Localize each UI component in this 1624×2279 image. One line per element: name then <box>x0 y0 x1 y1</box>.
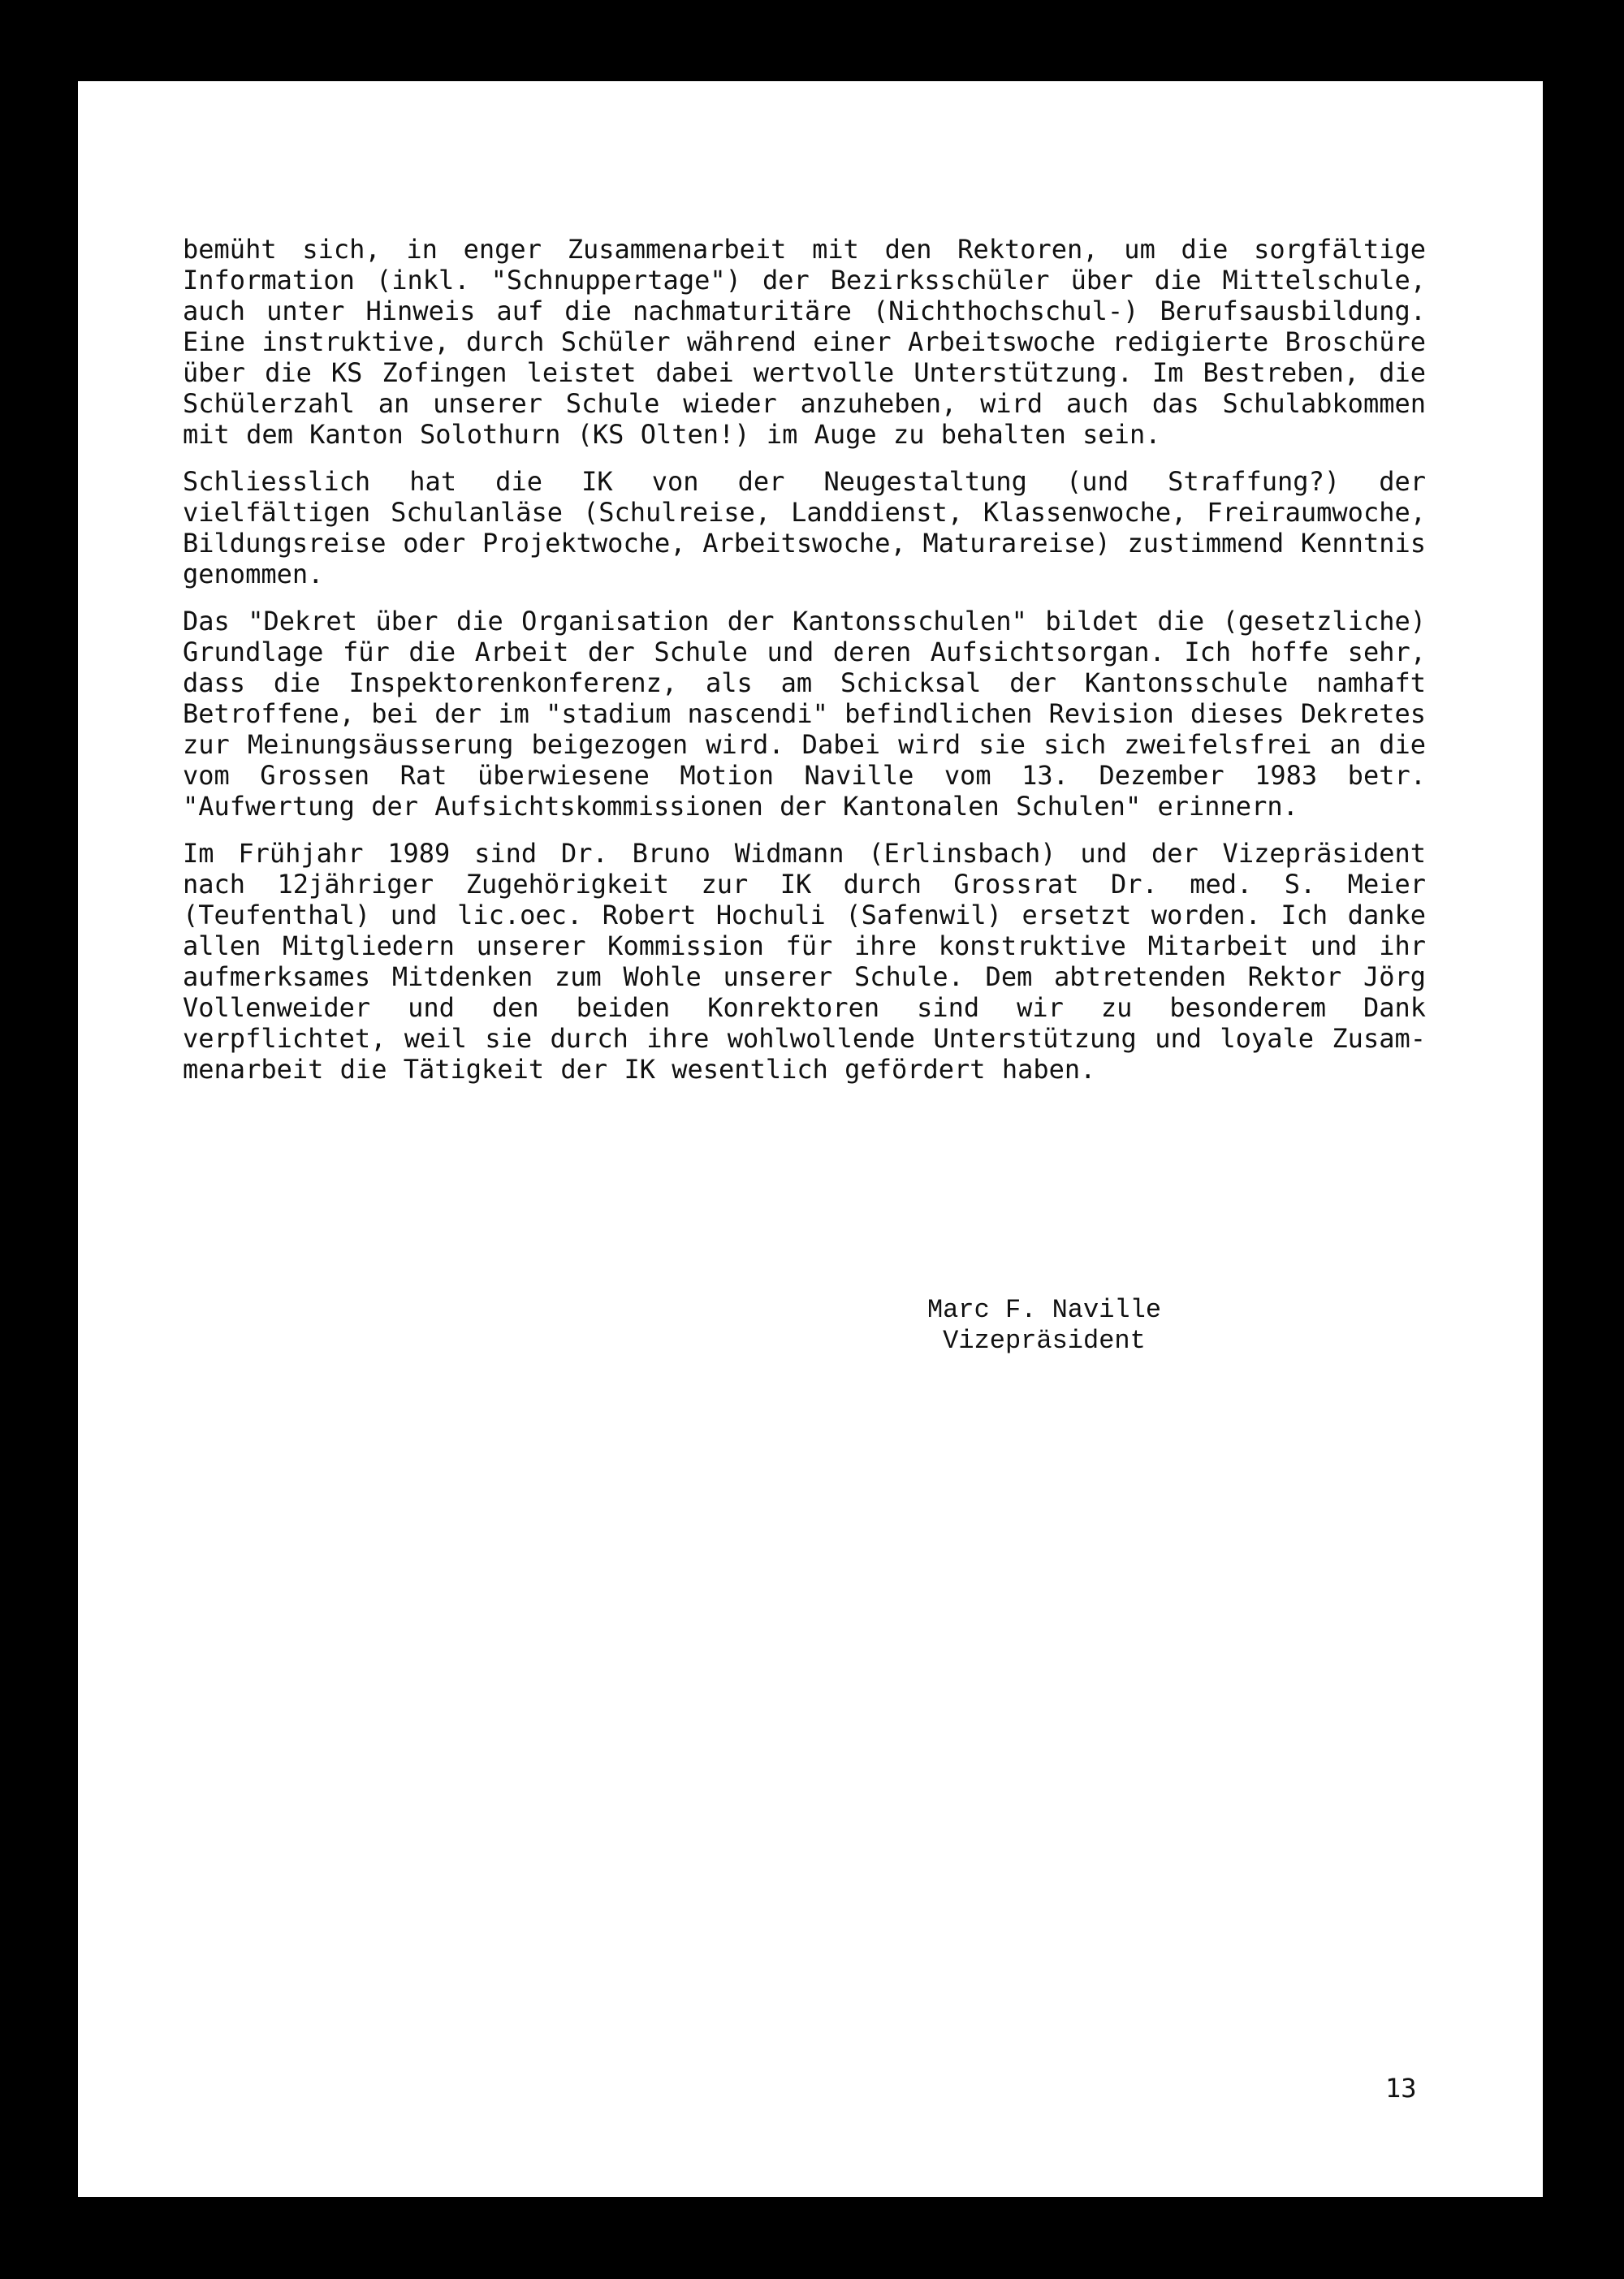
page-number: 13 <box>1385 2073 1417 2104</box>
signature-title: Vizepräsident <box>943 1326 1146 1356</box>
signature-name: Marc F. Naville <box>926 1295 1162 1325</box>
paragraph-1: bemüht sich, in enger Zusammenarbeit mit den Rektoren, um die sorgfältige Information (inkl. "Schnuppertage") der Bezirksschüler über die Mittelschule, auch unter Hinweis auf die nachmaturitäre (Nichthochschul-) Berufsausbildung. Eine instruktive, durch Schüler während einer Arbeitswoche redigierte Broschüre über die KS Zofingen leistet dabei wertvolle Unterstützung. Im Bestreben, die Schülerzahl an unserer Schule wieder anzuheben, wird auch das Schulabkommen mit dem Kanton Solothurn (KS Olten!) im Auge zu behalten sein. <box>183 234 1426 450</box>
signature-block <box>882 1295 1207 1357</box>
paragraph-4: Im Frühjahr 1989 sind Dr. Bruno Widmann (Erlinsbach) und der Vizepräsident nach 12jähriger Zugehörigkeit zur IK durch Grossrat Dr. med. S. Meier (Teufenthal) und lic.oec. Robert Hochuli (Safenwil) ersetzt worden. Ich danke allen Mitgliedern unserer Kommission für ihre konstruktive Mitarbeit und ihr aufmerksames Mitdenken zum Wohle unserer Schule. Dem abtretenden Rektor Jörg Vollenweider und den beiden Konrektoren sind wir zu besonderem Dank verpflichtet, weil sie durch ihre wohlwollende Unterstützung und loyale Zusammenarbeit die Tätigkeit der IK wesentlich gefördert haben. <box>183 838 1426 1085</box>
paragraph-2: Schliesslich hat die IK von der Neugestaltung (und Straffung?) der vielfältigen Schulanläse (Schulreise, Landdienst, Klassenwoche, Freiraumwoche, Bildungsreise oder Projektwoche, Arbeitswoche, Maturareise) zustimmend Kenntnis genommen. <box>183 466 1426 589</box>
document-body <box>183 234 1426 1101</box>
paragraph-3: Das "Dekret über die Organisation der Kantonsschulen" bildet die (gesetzliche) Grundlage für die Arbeit der Schule und deren Aufsichtsorgan. Ich hoffe sehr, dass die Inspektorenkonferenz, als am Schicksal der Kantonsschule namhaft Betroffene, bei der im "stadium nascendi" befindlichen Revision dieses Dekretes zur Meinungsäusserung beigezogen wird. Dabei wird sie sich zweifelsfrei an die vom Grossen Rat überwiesene Motion Naville vom 13. Dezember 1983 betr. "Aufwertung der Aufsichtskommissionen der Kantonalen Schulen" erinnern. <box>183 606 1426 822</box>
document-page <box>78 81 1543 2197</box>
